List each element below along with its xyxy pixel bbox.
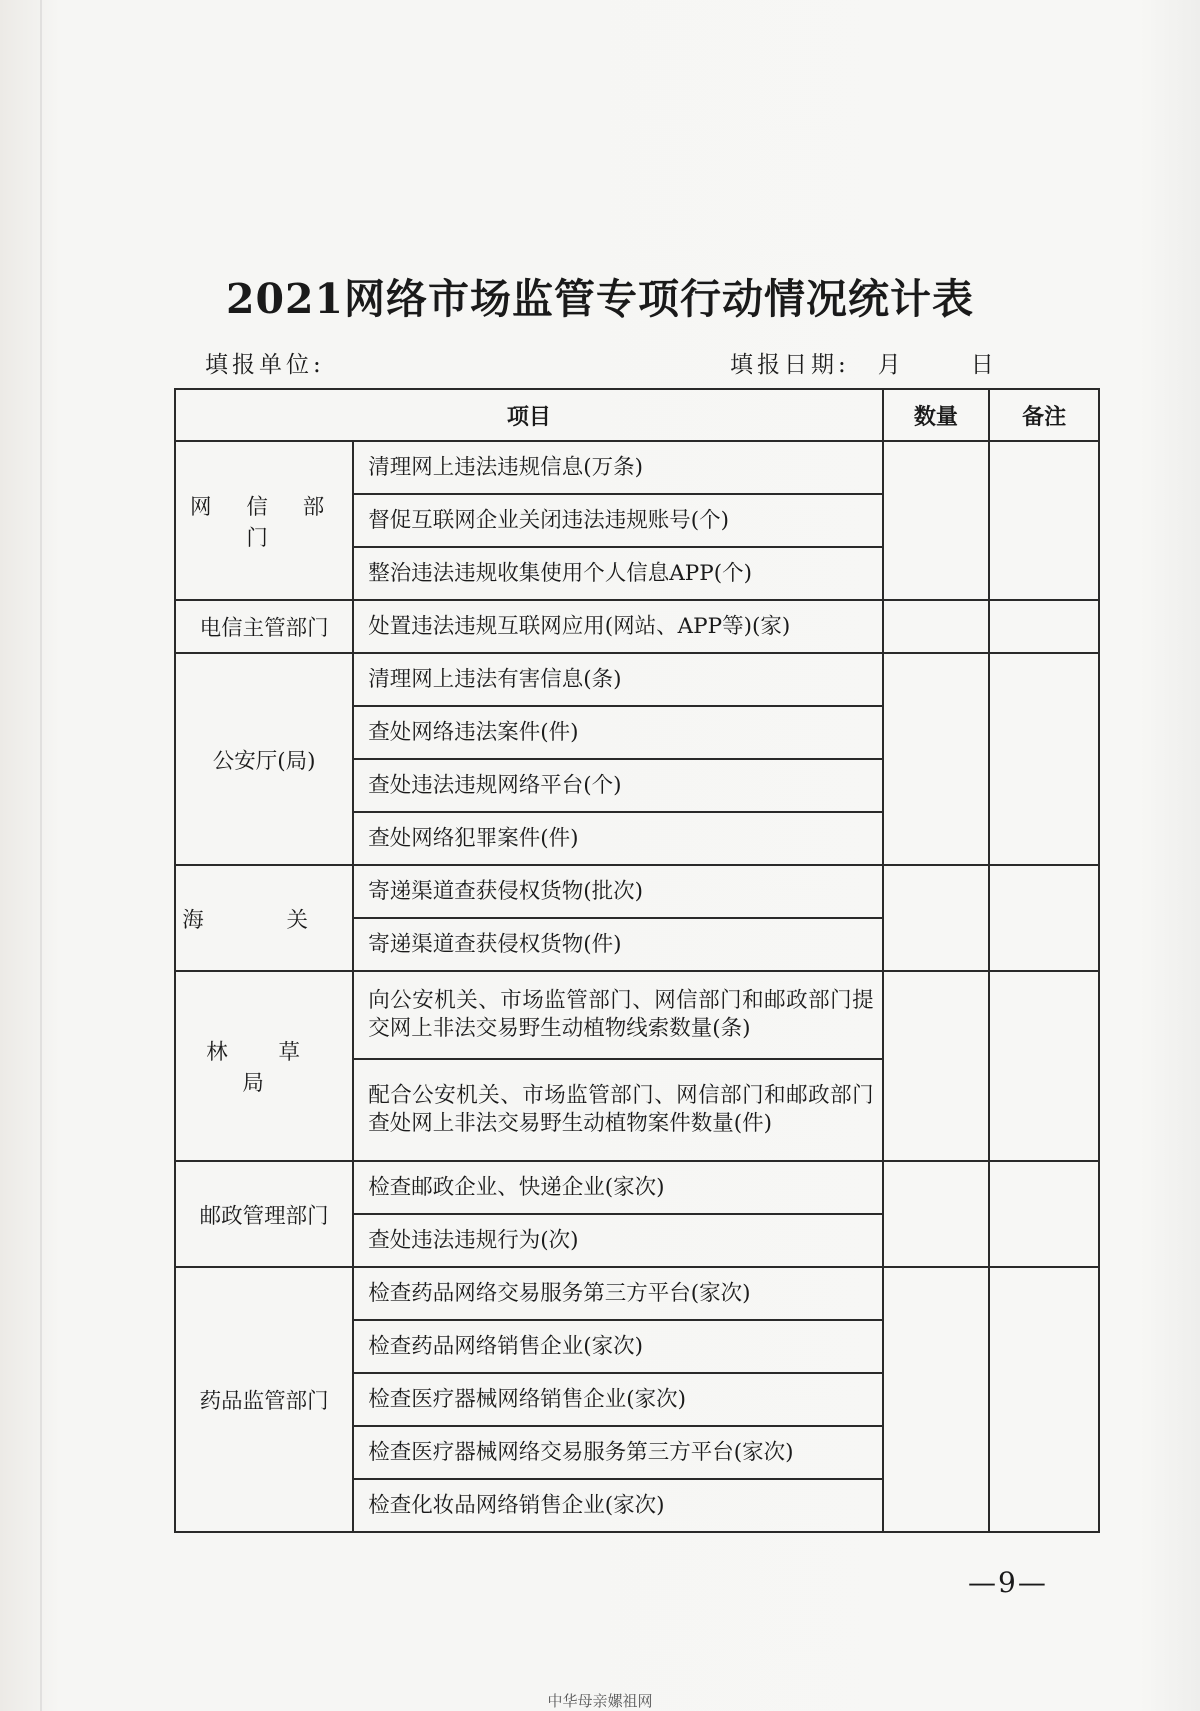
page-number: —9— [968, 1566, 1048, 1599]
remarks-cell [989, 653, 1099, 865]
header-remarks: 备注 [989, 389, 1099, 441]
department-cell: 林 草 局 [175, 971, 353, 1161]
quantity-cell [883, 600, 990, 653]
fill-date-line [730, 346, 998, 379]
day-label: 日 [970, 352, 998, 378]
table-row [175, 600, 1099, 653]
table-row [175, 971, 1099, 1059]
department-cell: 邮政管理部门 [175, 1161, 353, 1267]
quantity-cell [883, 441, 990, 600]
item-cell: 寄递渠道查获侵权货物(件) [353, 918, 882, 971]
item-cell: 处置违法违规互联网应用(网站、APP等)(家) [353, 600, 882, 653]
item-cell: 检查医疗器械网络交易服务第三方平台(家次) [353, 1426, 882, 1479]
binding-line [40, 0, 42, 1711]
table-row [175, 1161, 1099, 1214]
fill-date-label: 填报日期: [730, 352, 850, 378]
item-cell: 检查药品网络销售企业(家次) [353, 1320, 882, 1373]
table-row [175, 653, 1099, 706]
department-cell: 药品监管部门 [175, 1267, 353, 1532]
month-label: 月 [877, 352, 905, 378]
remarks-cell [989, 600, 1099, 653]
table-row [175, 1267, 1099, 1320]
header-quantity: 数量 [883, 389, 990, 441]
item-cell: 督促互联网企业关闭违法违规账号(个) [353, 494, 882, 547]
department-cell: 海 关 [175, 865, 353, 971]
item-cell: 检查邮政企业、快递企业(家次) [353, 1161, 882, 1214]
item-cell: 检查医疗器械网络销售企业(家次) [353, 1373, 882, 1426]
department-cell: 公安厅(局) [175, 653, 353, 865]
item-cell: 查处网络违法案件(件) [353, 706, 882, 759]
quantity-cell [883, 1161, 990, 1267]
item-cell: 检查化妆品网络销售企业(家次) [353, 1479, 882, 1532]
department-cell: 网 信 部 门 [175, 441, 353, 600]
table-row [175, 865, 1099, 918]
item-cell: 清理网上违法违规信息(万条) [353, 441, 882, 494]
fill-unit-label: 填报单位: [205, 352, 325, 378]
remarks-cell [989, 971, 1099, 1161]
item-cell: 寄递渠道查获侵权货物(批次) [353, 865, 882, 918]
item-cell: 查处违法违规网络平台(个) [353, 759, 882, 812]
item-cell: 配合公安机关、市场监管部门、网信部门和邮政部门查处网上非法交易野生动植物案件数量(件) [353, 1059, 882, 1161]
footer-watermark: 中华母亲嫘祖网 [547, 1692, 653, 1710]
quantity-cell [883, 653, 990, 865]
header-item: 项目 [175, 389, 883, 441]
table-row [175, 441, 1099, 494]
statistics-table [174, 388, 1100, 1533]
remarks-cell [989, 865, 1099, 971]
quantity-cell [883, 971, 990, 1161]
remarks-cell [989, 1267, 1099, 1532]
remarks-cell [989, 1161, 1099, 1267]
department-cell: 电信主管部门 [175, 600, 353, 653]
item-cell: 整治违法违规收集使用个人信息APP(个) [353, 547, 882, 600]
item-cell: 清理网上违法有害信息(条) [353, 653, 882, 706]
quantity-cell [883, 1267, 990, 1532]
table-header-row [175, 389, 1099, 441]
item-cell: 向公安机关、市场监管部门、网信部门和邮政部门提交网上非法交易野生动植物线索数量(条) [353, 971, 882, 1059]
item-cell: 检查药品网络交易服务第三方平台(家次) [353, 1267, 882, 1320]
quantity-cell [883, 865, 990, 971]
item-cell: 查处网络犯罪案件(件) [353, 812, 882, 865]
item-cell: 查处违法违规行为(次) [353, 1214, 882, 1267]
document-title: 2021网络市场监管专项行动情况统计表 [225, 275, 975, 323]
remarks-cell [989, 441, 1099, 600]
